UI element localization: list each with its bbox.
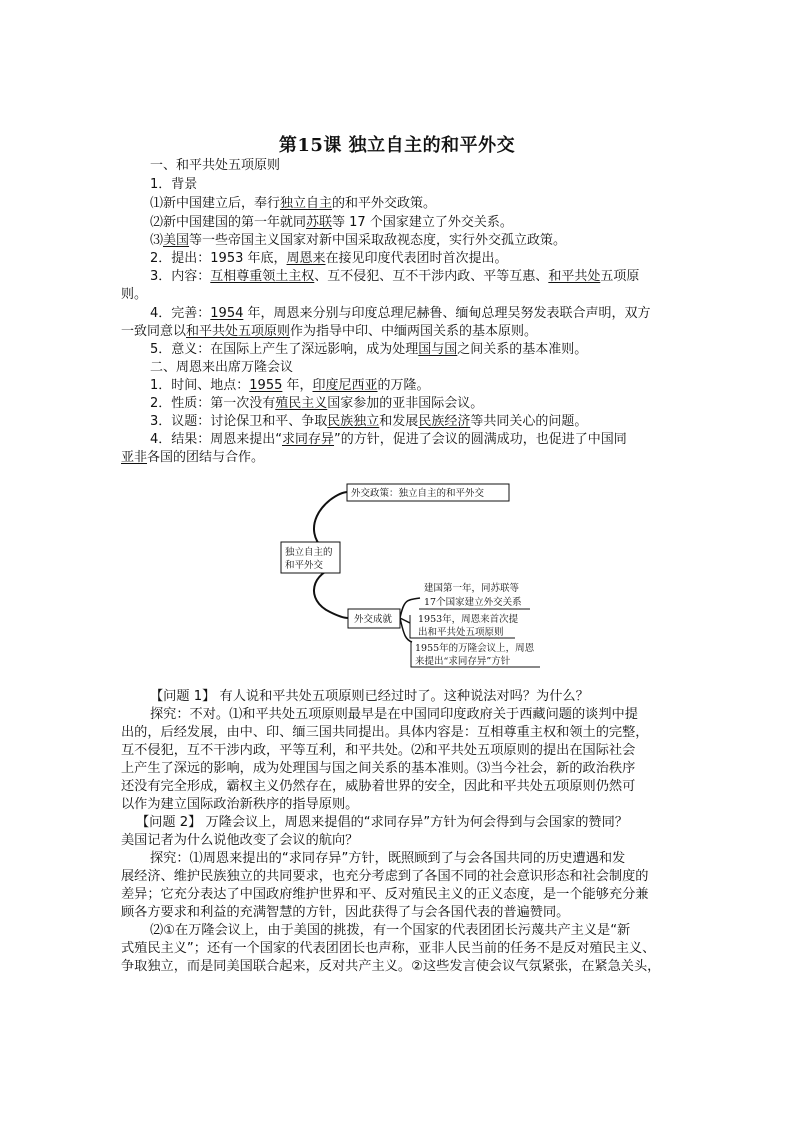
question-2-title: 【问题 2】 万隆会议上，周恩来提倡的“求同存异”方针为何会得到与会国家的赞同？ bbox=[136, 815, 628, 830]
text: 2．提出：1953 年底， bbox=[150, 251, 287, 266]
text: 5．意义：在国际上产生了深远影响，成为处理 bbox=[150, 342, 419, 357]
leaf1-line2: 17个国家建立外交关系 bbox=[424, 597, 522, 608]
text: 等 17 个国家建立了外交关系。 bbox=[332, 215, 513, 230]
answer-line: 探究：不对。⑴和平共处五项原则最早是在中国同印度政府关于西藏问题的谈判中提 bbox=[150, 707, 638, 722]
leaf2-line2: 出和平共处五项原则 bbox=[418, 627, 504, 638]
key-term: 民族独立 bbox=[327, 414, 380, 429]
text: ⑶ bbox=[150, 233, 164, 248]
connector-line bbox=[314, 566, 348, 618]
key-term: 民族经济 bbox=[418, 414, 471, 429]
text: 年， bbox=[282, 378, 313, 393]
key-term: 求同存异 bbox=[282, 432, 335, 447]
text: 国家参加的亚非国际会议。 bbox=[327, 396, 484, 411]
answer-line: 探究：⑴周恩来提出的“求同存异”方针，既照顾到了与会各国共同的历史遭遇和发 bbox=[150, 851, 626, 866]
text: 4．结果：周恩来提出“ bbox=[150, 432, 283, 447]
text: 2．性质：第一次没有 bbox=[150, 396, 276, 411]
lesson-title: 第15课 独立自主的和平外交 bbox=[278, 135, 516, 156]
section-heading: 二、周恩来出席万隆会议 bbox=[150, 360, 294, 375]
text: 和发展 bbox=[379, 414, 419, 429]
leaf2-line1: 1953年，周恩来首次提 bbox=[418, 614, 519, 625]
question-2-title-cont: 美国记者为什么说他改变了会议的航向？ bbox=[121, 833, 359, 848]
center-label-line1: 独立自主的 bbox=[285, 547, 333, 558]
key-term: 互相尊重领土主权 bbox=[210, 269, 315, 284]
text: 等一些帝国主义国家对新中国采取敌视态度，实行外交孤立政策。 bbox=[189, 233, 567, 248]
text: 的和平外交政策。 bbox=[332, 196, 437, 211]
key-term: 印度尼西亚 bbox=[312, 378, 378, 393]
answer-line: 还没有完全形成，霸权主义仍然存在，威胁着世界的安全，因此和平共处五项原则仍然可 bbox=[121, 779, 636, 794]
answer-line: 互不侵犯，互不干涉内政，平等互利，和平共处。⑵和平共处五项原则的提出在国际社会 bbox=[121, 743, 636, 758]
subheading: 1．背景 bbox=[150, 177, 198, 192]
achievements-label: 外交成就 bbox=[354, 614, 393, 625]
answer-line: 差异；它充分表达了中国政府维护世界和平、反对殖民主义的正义态度，是一个能够充分兼 bbox=[121, 887, 649, 902]
paragraph-line: 则。 bbox=[121, 287, 148, 302]
text: ⑵新中国建国的第一年就同 bbox=[150, 215, 307, 230]
key-term: 1954 bbox=[210, 306, 244, 321]
text: 各国的团结与合作。 bbox=[147, 450, 265, 465]
key-term: 1955 bbox=[249, 378, 283, 393]
text: 作为指导中印、中缅两国关系的基本原则。 bbox=[290, 324, 538, 339]
key-term: 苏联 bbox=[306, 215, 333, 230]
text: 之间关系的基本准则。 bbox=[457, 342, 588, 357]
answer-line: 出的，后经发展，由中、印、缅三国共同提出。具体内容是：互相尊重主权和领土的完整， bbox=[121, 725, 649, 740]
policy-label: 外交政策：独立自主的和平外交 bbox=[351, 488, 485, 499]
section-heading: 一、和平共处五项原则 bbox=[150, 158, 281, 173]
text: ⑴新中国建立后，奉行 bbox=[150, 196, 281, 211]
key-term: 和平共处 bbox=[548, 269, 601, 284]
text: 3．内容： bbox=[150, 269, 211, 284]
text: 一致同意以 bbox=[121, 324, 187, 339]
text: 4．完善： bbox=[150, 306, 211, 321]
text: 、互不侵犯、互不干涉内政、平等互惠、 bbox=[314, 269, 549, 284]
answer-line: 式殖民主义”；还有一个国家的代表团团长也声称，亚非人民当前的任务不是反对殖民主义、 bbox=[121, 941, 656, 956]
text: 的万隆。 bbox=[377, 378, 430, 393]
leaf3-line1: 1955年的万隆会议上，周恩 bbox=[415, 643, 535, 654]
text: 1．时间、地点： bbox=[150, 378, 250, 393]
answer-line: ⑵①在万隆会议上，由于美国的挑拨，有一个国家的代表团团长污蔑共产主义是“新 bbox=[150, 923, 631, 938]
key-term: 和平共处五项原则 bbox=[186, 324, 291, 339]
answer-line: 展经济、维护民族独立的共同要求，也充分考虑到了各国不同的社会意识形态和社会制度的 bbox=[121, 869, 649, 884]
key-term: 亚非 bbox=[121, 450, 148, 465]
leaf1-line1: 建国第一年，同苏联等 bbox=[424, 583, 520, 594]
key-term: 独立自主 bbox=[280, 196, 333, 211]
text: 在接见印度代表团时首次提出。 bbox=[325, 251, 508, 266]
center-label-line2: 和平外交 bbox=[285, 560, 324, 571]
key-term: 殖民主义 bbox=[275, 396, 328, 411]
key-term: 周恩来 bbox=[286, 251, 326, 266]
answer-line: 以作为建立国际政治新秩序的指导原则。 bbox=[121, 797, 359, 812]
text: 3．议题：讨论保卫和平、争取 bbox=[150, 414, 328, 429]
answer-line: 上产生了深远的影响，成为处理国与国之间关系的基本准则。⑶当今社会，新的政治秩序 bbox=[121, 761, 636, 776]
leaf3-line2: 来提出“求同存异”方针 bbox=[415, 656, 511, 667]
text: 年，周恩来分别与印度总理尼赫鲁、缅甸总理吴努发表联合声明，双方 bbox=[243, 306, 651, 321]
answer-line: 争取独立，而是同美国联合起来，反对共产主义。②这些发言使会议气氛紧张，在紧急关头， bbox=[121, 959, 661, 974]
text: ”的方针，促进了会议的圆满成功，也促进了中国同 bbox=[334, 432, 627, 447]
question-1-title: 【问题 1】 有人说和平共处五项原则已经过时了。这种说法对吗？为什么？ bbox=[150, 689, 589, 704]
answer-line: 顾各方要求和利益的充满智慧的方针，因此获得了与会各国代表的普遍赞同。 bbox=[121, 905, 570, 920]
text: 等共同关心的问题。 bbox=[470, 414, 588, 429]
key-term: 美国 bbox=[163, 233, 190, 248]
text: 五项原 bbox=[600, 269, 640, 284]
key-term: 国与国 bbox=[418, 342, 458, 357]
